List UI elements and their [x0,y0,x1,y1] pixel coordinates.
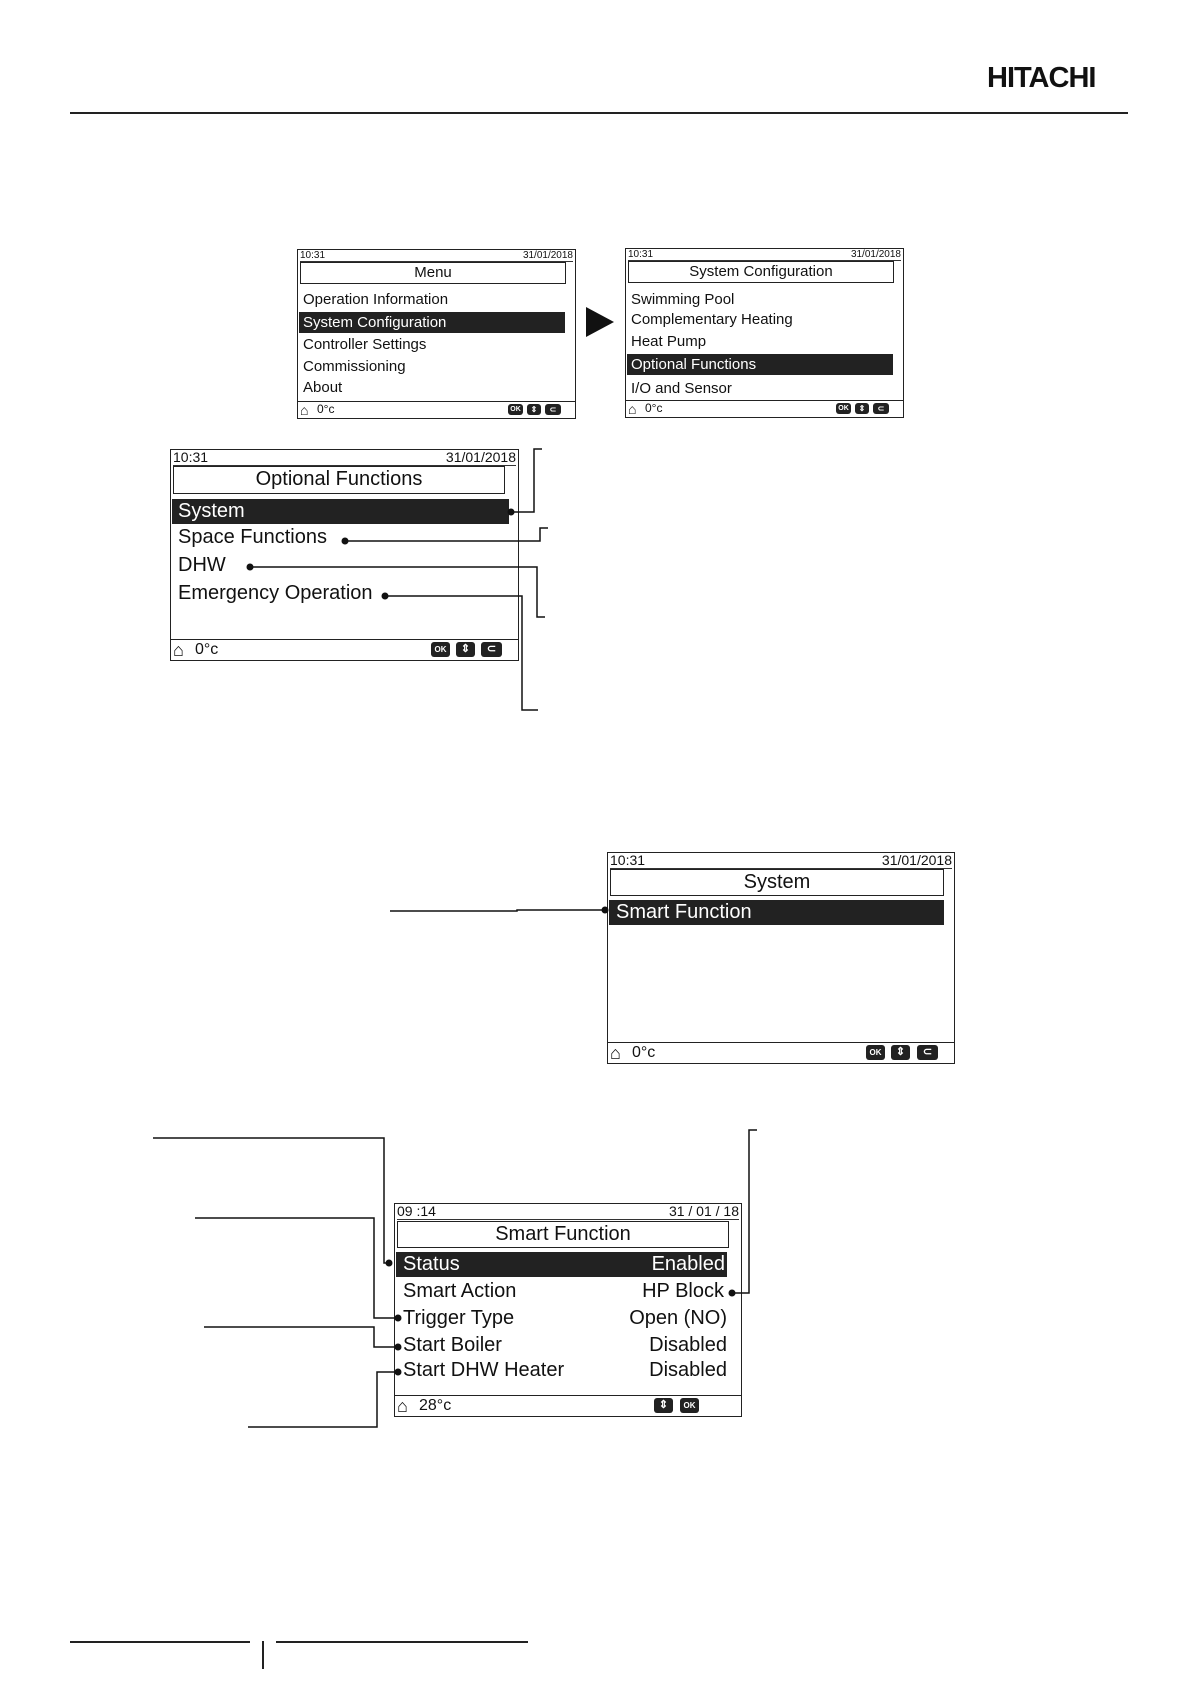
menu-item-system[interactable]: System [172,499,509,524]
screen-date: 31/01/2018 [522,250,573,261]
home-icon: ⌂ [173,640,184,660]
screen-time: 10:31 [628,249,654,260]
ok-icon[interactable]: OK [866,1045,885,1060]
screen-title: System Configuration [628,261,894,283]
callout-line-status [153,1138,389,1263]
menu-item-optional-functions[interactable]: Optional Functions [627,354,893,375]
up-down-icon[interactable]: ⇕ [527,404,541,415]
callout-line-start-dhw [248,1372,398,1427]
home-icon: ⌂ [610,1043,621,1063]
callout-line-space-functions [345,528,548,541]
callout-line-smart-function [390,910,605,911]
footer-rule-left [70,1641,250,1643]
back-icon[interactable]: ⊂ [481,642,502,657]
back-icon[interactable]: ⊂ [917,1045,938,1060]
ok-icon[interactable]: OK [836,403,851,414]
menu-item-about[interactable]: About [303,379,343,396]
screen-time: 09 :14 [397,1203,436,1219]
callout-line-smart-action [732,1130,757,1293]
ok-icon[interactable]: OK [431,642,450,657]
footer-temp: 28°c [419,1397,452,1414]
setting-label: Trigger Type [403,1307,515,1329]
menu-item-complementary-heating[interactable]: Complementary Heating [631,311,793,328]
up-down-icon[interactable]: ⇕ [654,1398,673,1413]
ok-icon[interactable]: OK [508,404,523,415]
screen-title: Optional Functions [173,466,505,494]
menu-item-io-and-sensor[interactable]: I/O and Sensor [631,380,732,397]
setting-label: Start Boiler [403,1334,502,1356]
hitachi-logo: HITACHI [987,62,1096,94]
menu-item-dhw[interactable]: DHW [178,554,226,576]
back-icon[interactable]: ⊂ [545,404,561,415]
callout-line-dhw [250,567,545,617]
up-down-icon[interactable]: ⇕ [855,403,869,414]
menu-item-emergency-operation[interactable]: Emergency Operation [178,582,373,604]
callout-line-emergency [385,596,538,710]
menu-item-operation-information[interactable]: Operation Information [303,291,449,308]
screen-time: 10:31 [173,449,209,465]
menu-item-smart-function[interactable]: Smart Function [609,900,944,925]
menu-item-space-functions[interactable]: Space Functions [178,526,327,548]
footer-temp: 0°c [632,1044,656,1061]
setting-value: Disabled [649,1334,727,1356]
home-icon: ⌂ [300,402,309,418]
screen-title: Menu [300,262,566,284]
up-down-icon[interactable]: ⇕ [891,1045,910,1060]
callout-line-system [511,449,542,512]
footer-temp: 0°c [645,401,663,415]
home-icon: ⌂ [397,1396,408,1416]
screen-time: 10:31 [610,852,646,868]
setting-value: Disabled [649,1359,727,1381]
footer-rule-right [276,1641,528,1643]
menu-item-controller-settings[interactable]: Controller Settings [303,336,427,353]
setting-value: Open (NO) [629,1307,727,1329]
footer-divider [262,1641,264,1669]
callout-line-trigger-type [195,1218,398,1318]
setting-value: HP Block [642,1280,724,1302]
screen-time: 10:31 [300,250,326,261]
screen-date: 31/01/2018 [445,449,516,465]
menu-item-swimming-pool[interactable]: Swimming Pool [631,291,735,308]
footer-temp: 0°c [195,641,219,658]
setting-value: Enabled [651,1253,725,1275]
screen-title: Smart Function [397,1221,729,1248]
setting-label: Smart Action [403,1280,517,1302]
footer-temp: 0°c [317,402,335,416]
menu-item-heat-pump[interactable]: Heat Pump [631,333,707,350]
ok-icon[interactable]: OK [680,1398,699,1413]
menu-item-commissioning[interactable]: Commissioning [303,358,406,375]
screen-date: 31/01/2018 [850,249,901,260]
menu-item-system-configuration[interactable]: System Configuration [299,312,565,333]
screen-title: System [610,869,944,896]
callout-line-start-boiler [204,1327,398,1347]
setting-label: Start DHW Heater [403,1359,565,1381]
screen-date: 31 / 01 / 18 [668,1203,739,1219]
home-icon: ⌂ [628,401,637,417]
back-icon[interactable]: ⊂ [873,403,889,414]
up-down-icon[interactable]: ⇕ [456,642,475,657]
screen-date: 31/01/2018 [881,852,952,868]
setting-label: Status [403,1253,460,1275]
